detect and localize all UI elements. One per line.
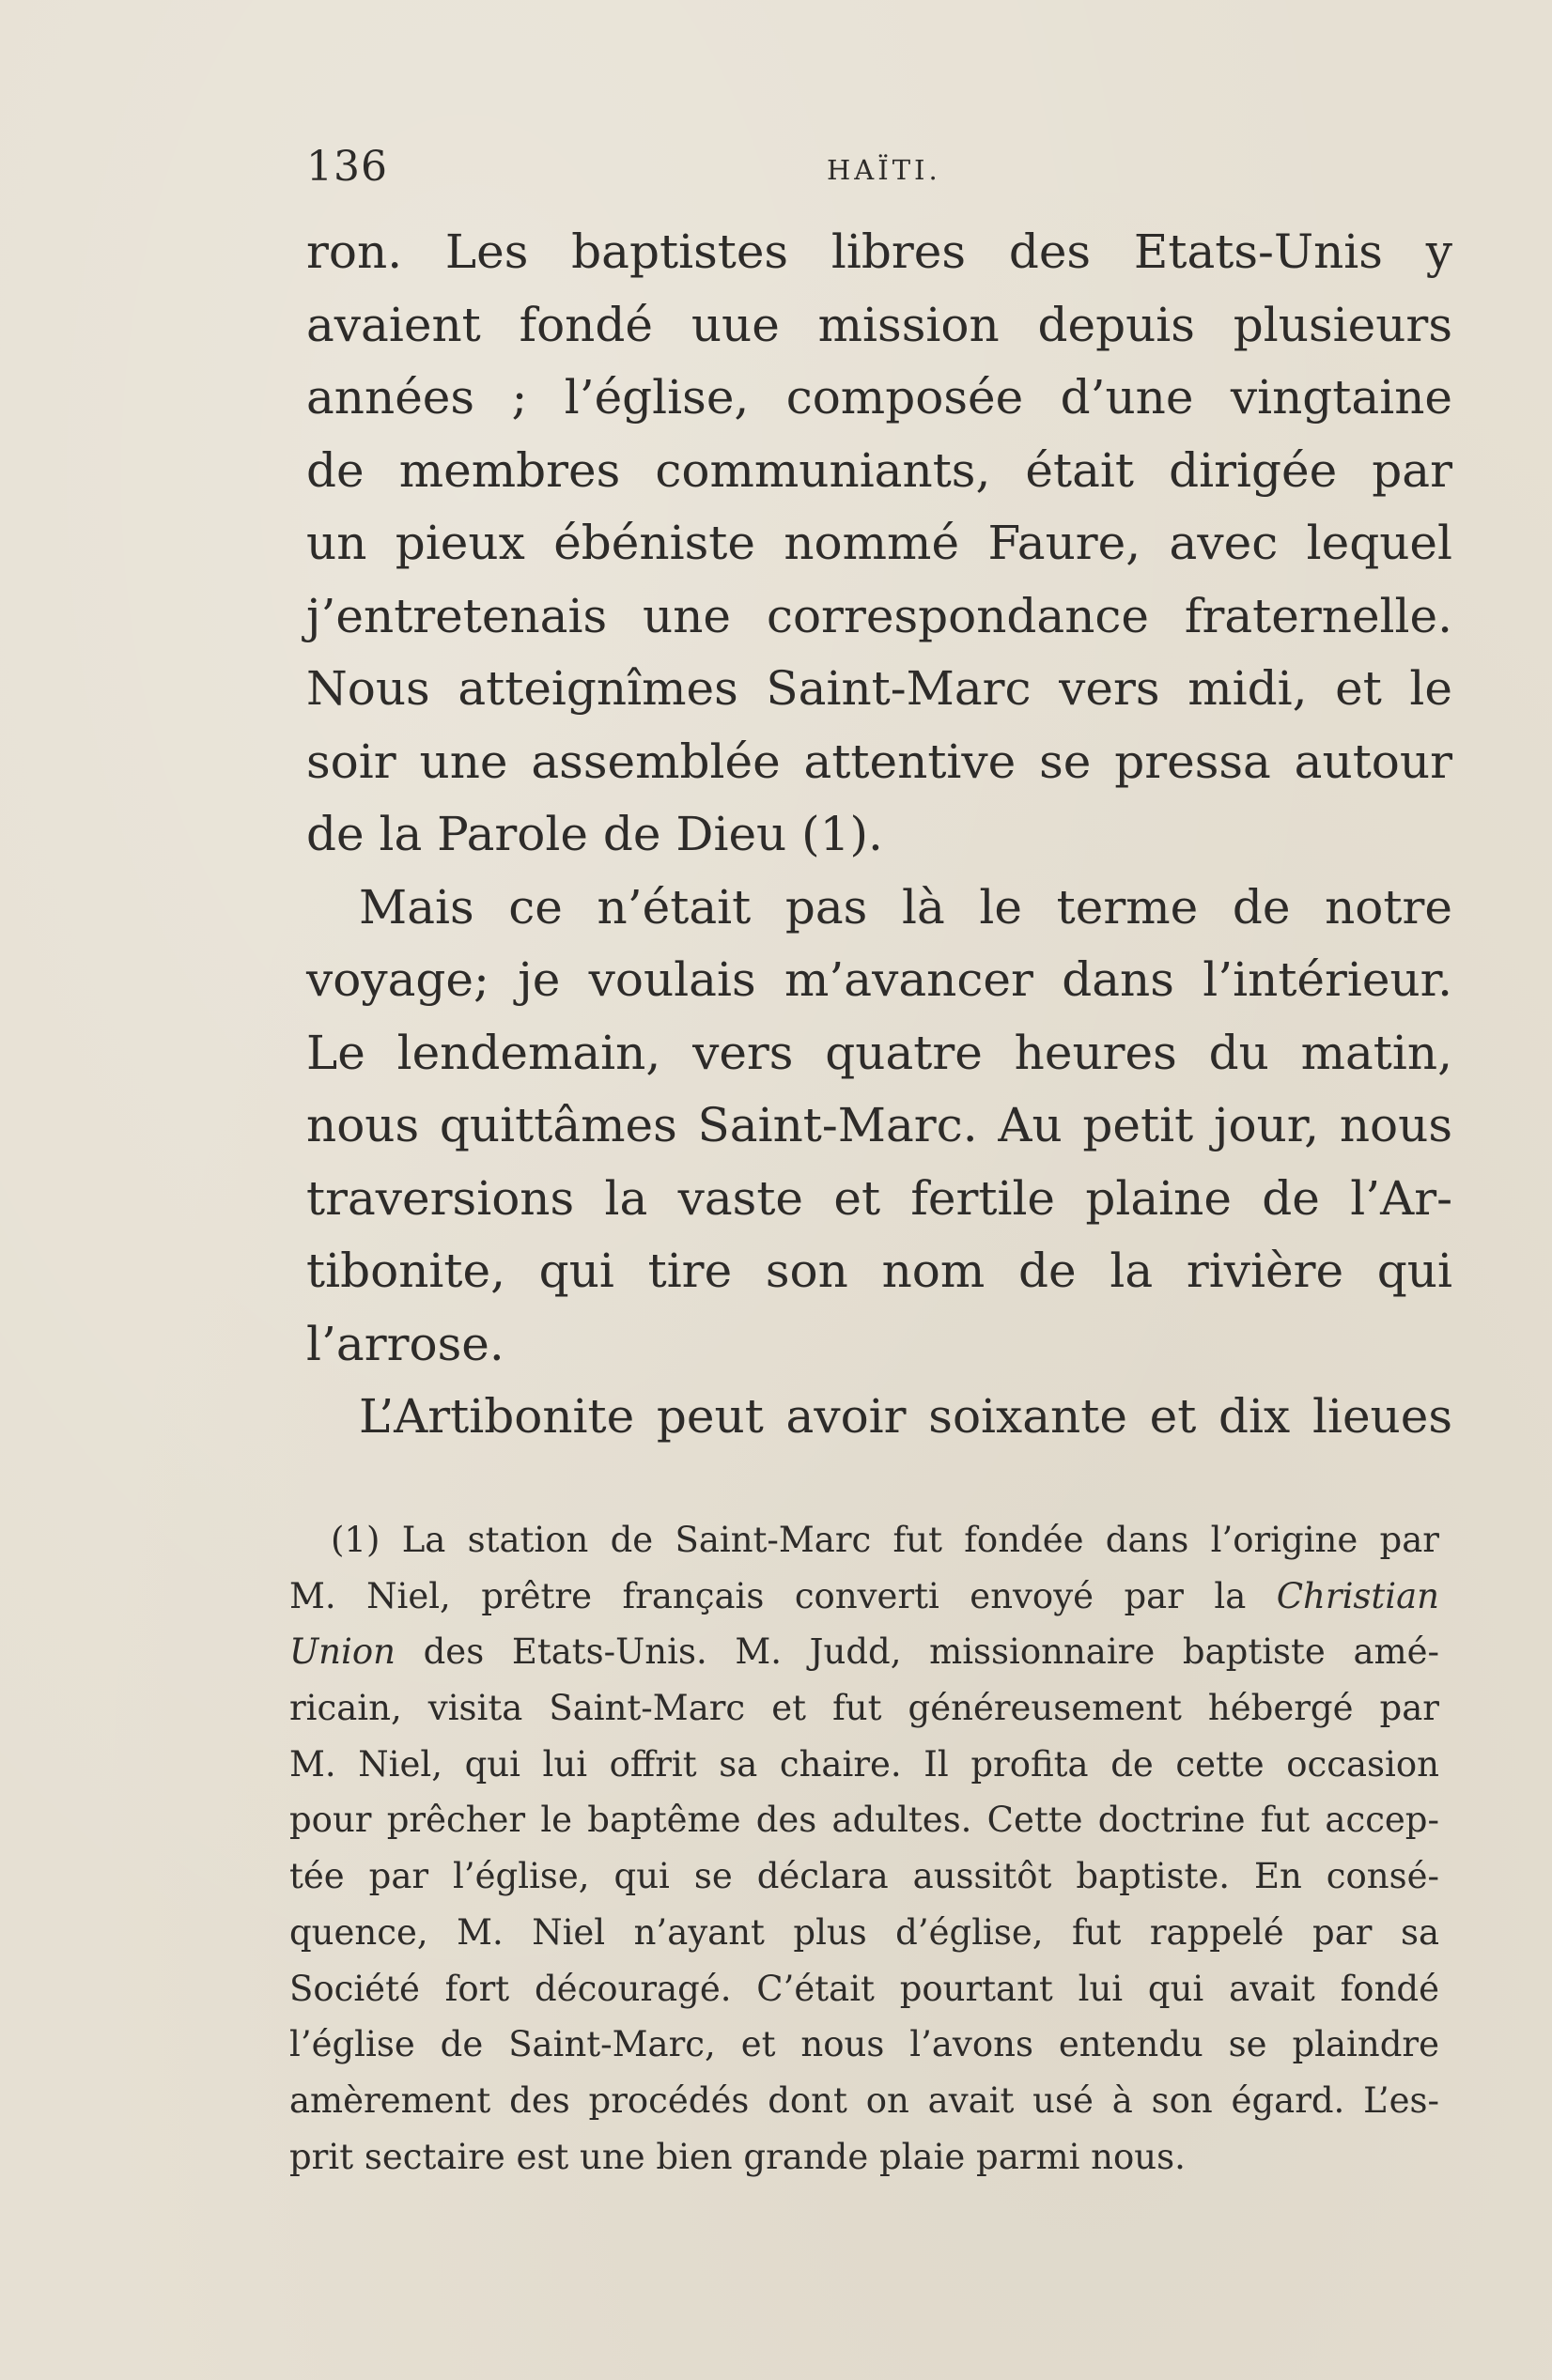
page-number: 136 (306, 143, 388, 191)
footnote-text: M. Niel, prêtre français converti envoyé par la (289, 1575, 1277, 1616)
footnote-line: pour prêcher le baptême des adultes. Cette doctrine fut accep- (289, 1800, 1439, 1841)
footnote-line: l’église de Saint-Marc, et nous l’avons entendu se plaindre (289, 2024, 1439, 2065)
footnote-line: ricain, visita Saint-Marc et fut généreusement hébergé par (289, 1688, 1439, 1729)
page-header (306, 143, 1452, 191)
footnote-line: amèrement des procédés dont on avait usé à son égard. L’es- (289, 2079, 1439, 2121)
text-line: années ; l’église, composée d’une vingtaine (306, 370, 1452, 425)
text-line: voyage; je voulais m’avancer dans l’intérieur. (306, 952, 1452, 1007)
text-line: de la Parole de Dieu (1). (306, 807, 883, 861)
text-line: avaient fondé uue mission depuis plusieurs (306, 297, 1452, 352)
footnote-italic-text: Christian (1276, 1575, 1439, 1616)
footnote-line: tée par l’église, qui se déclara aussitôt baptiste. En consé- (289, 1856, 1439, 1897)
text-line: j’entretenais une correspondance fraternelle. (306, 588, 1452, 643)
footnote-line: prit sectaire est une bien grande plaie parmi nous. (289, 2136, 1186, 2177)
running-title: HAÏTI. (827, 154, 941, 186)
text-line: Le lendemain, vers quatre heures du matin, (306, 1025, 1452, 1080)
main-text (306, 216, 1452, 1454)
footnote (289, 1512, 1439, 2185)
text-line: L’Artibonite peut avoir soixante et dix lieues (359, 1389, 1452, 1444)
footnote-line (289, 1624, 1439, 1680)
text-line: soir une assemblée attentive se pressa autour (306, 734, 1452, 789)
text-line: tibonite, qui tire son nom de la rivière qui (306, 1244, 1452, 1298)
footnote-line: Société fort découragé. C’était pourtant lui qui avait fondé (289, 1968, 1439, 2009)
footnote-italic-text: Union (289, 1631, 396, 1673)
footnote-text: des Etats-Unis. M. Judd, missionnaire baptiste amé- (395, 1631, 1439, 1673)
footnote-line: M. Niel, qui lui offrit sa chaire. Il profita de cette occasion (289, 1743, 1439, 1785)
footnote-line: (1) La station de Saint-Marc fut fondée dans l’origine par (331, 1520, 1439, 1560)
text-line: nous quittâmes Saint-Marc. Au petit jour, nous (306, 1098, 1452, 1152)
footnote-line (289, 1569, 1439, 1625)
footnote-line: quence, M. Niel n’ayant plus d’église, fut rappelé par sa (289, 1911, 1439, 1953)
text-line: un pieux ébéniste nommé Faure, avec lequel (306, 516, 1452, 570)
text-line: de membres communiants, était dirigée par (306, 442, 1452, 498)
text-line: l’arrose. (306, 1316, 504, 1371)
text-line: ron. Les baptistes libres des Etats-Unis y (306, 224, 1452, 279)
text-line: Nous atteignîmes Saint-Marc vers midi, et le (306, 661, 1452, 716)
text-line: traversions la vaste et fertile plaine de l’Ar- (306, 1170, 1452, 1226)
text-line: Mais ce n’était pas là le terme de notre (359, 879, 1452, 935)
